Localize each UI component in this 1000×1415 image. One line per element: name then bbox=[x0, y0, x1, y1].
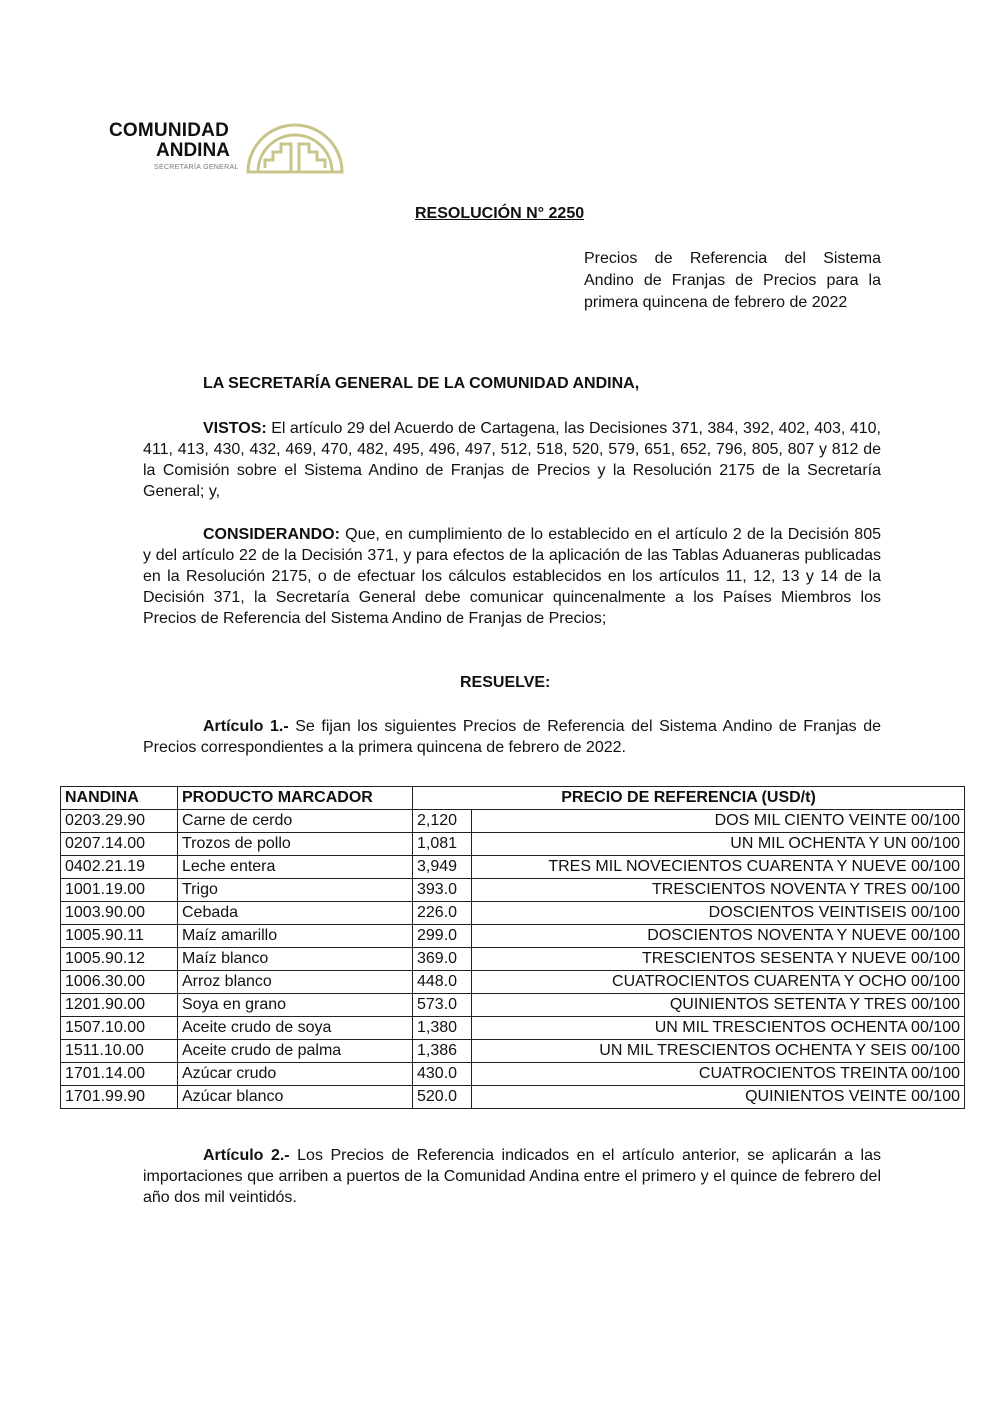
price-words-cell: UN MIL TRESCIENTOS OCHENTA Y SEIS 00/100 bbox=[472, 1040, 965, 1063]
logo-text-comunidad: COMUNIDAD bbox=[109, 120, 230, 141]
nandina-cell: 1001.19.00 bbox=[61, 879, 178, 902]
table-row bbox=[61, 971, 965, 994]
header-producto: PRODUCTO MARCADOR bbox=[178, 787, 413, 810]
product-cell: Arroz blanco bbox=[178, 971, 413, 994]
price-words-cell: QUINIENTOS SETENTA Y TRES 00/100 bbox=[472, 994, 965, 1017]
product-cell: Azúcar crudo bbox=[178, 1063, 413, 1086]
vistos-paragraph bbox=[143, 418, 881, 502]
resolution-title: RESOLUCIÓN N° 2250 bbox=[415, 205, 585, 222]
price-words-cell: CUATROCIENTOS CUARENTA Y OCHO 00/100 bbox=[472, 971, 965, 994]
articulo-1-text: Se fijan los siguientes Precios de Referencia del Sistema Andino de Franjas de Precios correspondientes a la primera quincena de febrero de 2022. bbox=[143, 718, 882, 756]
table-row bbox=[61, 833, 965, 856]
comunidad-andina-logo bbox=[106, 116, 346, 176]
product-cell: Maíz amarillo bbox=[178, 925, 413, 948]
andean-arch-icon bbox=[245, 118, 345, 174]
product-cell: Maíz blanco bbox=[178, 948, 413, 971]
price-words-cell: UN MIL TRESCIENTOS OCHENTA 00/100 bbox=[472, 1017, 965, 1040]
price-cell: 520.0 bbox=[413, 1086, 472, 1109]
header-precio: PRECIO DE REFERENCIA (USD/t) bbox=[413, 787, 965, 810]
price-words-cell: CUATROCIENTOS TREINTA 00/100 bbox=[472, 1063, 965, 1086]
product-cell: Azúcar blanco bbox=[178, 1086, 413, 1109]
table-row bbox=[61, 1086, 965, 1109]
header-nandina: NANDINA bbox=[61, 787, 178, 810]
resuelve-heading: RESUELVE: bbox=[460, 674, 551, 691]
logo-text-secretaria: SECRETARÍA GENERAL bbox=[154, 164, 239, 171]
price-cell: 1,380 bbox=[413, 1017, 472, 1040]
price-words-cell: QUINIENTOS VEINTE 00/100 bbox=[472, 1086, 965, 1109]
table-row bbox=[61, 948, 965, 971]
product-cell: Soya en grano bbox=[178, 994, 413, 1017]
considerando-label: CONSIDERANDO: bbox=[203, 526, 340, 543]
nandina-cell: 1701.14.00 bbox=[61, 1063, 178, 1086]
table-row bbox=[61, 925, 965, 948]
price-cell: 430.0 bbox=[413, 1063, 472, 1086]
articulo-2-label: Artículo 2.- bbox=[203, 1147, 290, 1164]
price-words-cell: TRESCIENTOS NOVENTA Y TRES 00/100 bbox=[472, 879, 965, 902]
nandina-cell: 0203.29.90 bbox=[61, 810, 178, 833]
articulo-1-label: Artículo 1.- bbox=[203, 718, 289, 735]
table-row bbox=[61, 994, 965, 1017]
price-words-cell: TRES MIL NOVECIENTOS CUARENTA Y NUEVE 00/100 bbox=[472, 856, 965, 879]
nandina-cell: 1507.10.00 bbox=[61, 1017, 178, 1040]
nandina-cell: 1005.90.12 bbox=[61, 948, 178, 971]
reference-price-table bbox=[60, 786, 965, 1109]
vistos-label: VISTOS: bbox=[203, 420, 267, 437]
product-cell: Trozos de pollo bbox=[178, 833, 413, 856]
price-words-cell: DOSCIENTOS VEINTISEIS 00/100 bbox=[472, 902, 965, 925]
product-cell: Trigo bbox=[178, 879, 413, 902]
issuer-heading: LA SECRETARÍA GENERAL DE LA COMUNIDAD ANDINA, bbox=[203, 375, 640, 392]
nandina-cell: 1511.10.00 bbox=[61, 1040, 178, 1063]
price-words-cell: DOSCIENTOS NOVENTA Y NUEVE 00/100 bbox=[472, 925, 965, 948]
articulo-2-paragraph bbox=[143, 1145, 881, 1208]
product-cell: Leche entera bbox=[178, 856, 413, 879]
product-cell: Carne de cerdo bbox=[178, 810, 413, 833]
price-cell: 393.0 bbox=[413, 879, 472, 902]
table-row bbox=[61, 1063, 965, 1086]
nandina-cell: 1006.30.00 bbox=[61, 971, 178, 994]
price-cell: 299.0 bbox=[413, 925, 472, 948]
price-cell: 369.0 bbox=[413, 948, 472, 971]
product-cell: Aceite crudo de palma bbox=[178, 1040, 413, 1063]
considerando-paragraph bbox=[143, 524, 881, 629]
product-cell: Aceite crudo de soya bbox=[178, 1017, 413, 1040]
table-row bbox=[61, 879, 965, 902]
nandina-cell: 1003.90.00 bbox=[61, 902, 178, 925]
table-row bbox=[61, 856, 965, 879]
price-cell: 573.0 bbox=[413, 994, 472, 1017]
price-cell: 448.0 bbox=[413, 971, 472, 994]
price-cell: 226.0 bbox=[413, 902, 472, 925]
nandina-cell: 1005.90.11 bbox=[61, 925, 178, 948]
resolution-subject: Precios de Referencia del Sistema Andino de Franjas de Precios para la primera quincena de febrero de 2022 bbox=[584, 250, 881, 311]
nandina-cell: 0207.14.00 bbox=[61, 833, 178, 856]
considerando-text: Que, en cumplimiento de lo establecido en el artículo 2 de la Decisión 805 y del artículo 22 de la Decisión 371, y para efectos de la aplicación de las Tablas Aduaneras publicadas en la Resolución 2175, o de efectuar los cálculos establecidos en los artículos 11, 12, 13 y 14 de la Decisión 371, la Secretaría General debe comunicar quincenalmente a los Países Miembros los Precios de Referencia del Sistema Andino de Franjas de Precios; bbox=[143, 526, 881, 627]
table-row bbox=[61, 902, 965, 925]
nandina-cell: 0402.21.19 bbox=[61, 856, 178, 879]
product-cell: Cebada bbox=[178, 902, 413, 925]
price-words-cell: TRESCIENTOS SESENTA Y NUEVE 00/100 bbox=[472, 948, 965, 971]
price-cell: 2,120 bbox=[413, 810, 472, 833]
nandina-cell: 1701.99.90 bbox=[61, 1086, 178, 1109]
price-cell: 1,386 bbox=[413, 1040, 472, 1063]
table-row bbox=[61, 1017, 965, 1040]
articulo-1-paragraph bbox=[143, 716, 881, 758]
table-row bbox=[61, 810, 965, 833]
table-header-row bbox=[61, 787, 965, 810]
articulo-2-text: Los Precios de Referencia indicados en el artículo anterior, se aplicarán a las importaciones que arriben a puertos de la Comunidad Andina entre el primero y el quince de febrero del año dos mil veintidós. bbox=[143, 1147, 882, 1206]
price-words-cell: UN MIL OCHENTA Y UN 00/100 bbox=[472, 833, 965, 856]
price-words-cell: DOS MIL CIENTO VEINTE 00/100 bbox=[472, 810, 965, 833]
price-cell: 1,081 bbox=[413, 833, 472, 856]
price-cell: 3,949 bbox=[413, 856, 472, 879]
nandina-cell: 1201.90.00 bbox=[61, 994, 178, 1017]
vistos-text: El artículo 29 del Acuerdo de Cartagena, las Decisiones 371, 384, 392, 402, 403, 410, 411, 413, 430, 432, 469, 470, 482, 495, 496, 497, 512, 518, 520, 579, 651, 652, 796, 805, 807 y 812 de la Comisión sobre el Sistema Andino de Franjas de Precios y la Resolución 2175 de la Secretaría General; y, bbox=[143, 420, 881, 500]
table-row bbox=[61, 1040, 965, 1063]
logo-text-andina: ANDINA bbox=[156, 140, 230, 161]
